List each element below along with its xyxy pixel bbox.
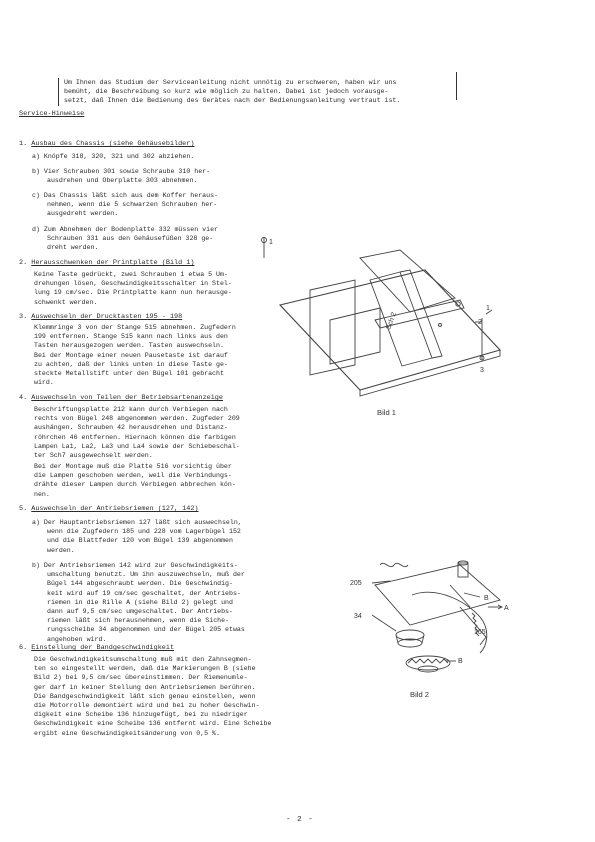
section-paragraph xyxy=(34,323,236,387)
para-line: Lampen La1, La2, La3 und La4 sowie der Schiebeschal- xyxy=(34,442,240,450)
figure-bild1-drawing xyxy=(250,230,505,410)
intro-line: Um Ihnen das Studium der Serviceanleitung nicht unnötig zu erschweren, haben wir uns xyxy=(64,79,397,86)
item-line: wenn die Zugfedern 185 und 228 vom Lagerbügel 152 xyxy=(47,528,241,536)
para-line: drehungen lösen, Geschwindigkeitsschalter in Stel- xyxy=(34,280,232,288)
para-line: Die Bandgeschwindigkeit läßt sich genau einstellen, wenn xyxy=(34,692,256,700)
item-line: Der Hauptantriebsriemen 127 läßt sich auswechseln, xyxy=(43,519,242,526)
section-heading-text: Auswechseln der Drucktasten 195 - 198 xyxy=(31,313,183,321)
para-line: lung 19 cm/sec. Die Printplatte kann nun herausge- xyxy=(34,289,232,297)
para-line: drähte dieser Lampen durch Verbiegen abbrechen kön- xyxy=(34,481,236,489)
item-line: werden. xyxy=(47,546,75,554)
section-title xyxy=(19,505,199,514)
section-number: 4. xyxy=(19,394,28,402)
figure-bild2-drawing xyxy=(350,545,520,690)
para-line: röhrchen 46 entfernen. Hiernach können die farbigen xyxy=(34,433,236,441)
section-number: 5. xyxy=(19,505,28,513)
item-label: b) xyxy=(32,562,40,569)
para-line: Keine Taste gedrückt, zwei Schrauben 1 etwa 5 Um- xyxy=(34,271,228,278)
bild1-label-1-left: 1 xyxy=(269,239,273,246)
section-title xyxy=(19,394,223,403)
bild1-label-1-right: 1 xyxy=(486,305,490,312)
para-line: ergibt eine Geschwindigkeitsänderung von 0,5 %. xyxy=(34,729,220,737)
bild2-label-b-lower: B xyxy=(458,658,463,665)
list-item xyxy=(32,225,218,253)
para-line: Tasten herausgezogen werden. Tasten auswechseln. xyxy=(34,342,224,350)
item-label: a) xyxy=(32,153,40,160)
section-title xyxy=(19,140,194,149)
section-heading-text: Herausschwenken der Printplatte (Bild 1) xyxy=(31,259,195,267)
list-item xyxy=(32,561,245,644)
section-number: 3. xyxy=(19,313,28,321)
item-line: riemen läßt sich herausnehmen, wenn die Siche- xyxy=(47,617,230,625)
intro-left-bar xyxy=(58,78,59,106)
para-line: Beschriftungsplatte 212 kann durch Verbiegen nach xyxy=(34,406,228,413)
item-line: Bügel 144 abgeschraubt werden. Die Geschwindig- xyxy=(47,580,233,588)
section-heading-text: Auswechseln von Teilen der Betriebsartenanzeige xyxy=(31,394,223,402)
item-line: Schrauben 331 aus den Gehäusefüßen 328 ge- xyxy=(47,235,214,243)
para-line: aushängen. Schrauben 42 herausdrehen und Distanz- xyxy=(34,424,228,432)
para-line: Geschwindigkeit eine Scheibe 136 entfernt wird. Eine Scheibe xyxy=(34,720,272,728)
item-line: ausgedreht werden. xyxy=(47,210,119,218)
item-line: Vier Schrauben 301 sowie Schraube 310 her- xyxy=(43,168,211,175)
item-line: nehmen, wenn die 5 schwarzen Schrauben her- xyxy=(47,201,218,209)
bild2-label-b-upper: B xyxy=(484,595,489,602)
section-title xyxy=(19,313,182,322)
section-title xyxy=(19,259,194,268)
para-line: Bild 2) bei 9,5 cm/sec übereinstimmen. Der Riemenumle- xyxy=(34,674,248,682)
section-heading-text: Ausbau des Chassis (siehe Gehäusebilder) xyxy=(31,140,195,148)
para-line: ger darf in keiner Stellung den Antriebsriemen berühren. xyxy=(34,683,256,691)
section-paragraph xyxy=(34,270,232,307)
para-line: Die Geschwindigkeitsumschaltung muß mit den Zahnsegmen- xyxy=(34,656,252,663)
list-item xyxy=(32,152,194,161)
section-number: 6. xyxy=(19,644,28,652)
para-line: steckte Metallstift unter den Bügel 101 gebracht xyxy=(34,370,224,378)
para-line: nen. xyxy=(34,490,50,498)
para-line: ten so eingestellt werden, daß die Markierungen B (siehe xyxy=(34,665,256,673)
item-line: dreht werden. xyxy=(47,244,99,252)
item-line: Das Chassis läßt sich aus dem Koffer heraus- xyxy=(43,192,218,199)
list-item xyxy=(32,518,242,555)
para-line: schwenkt werden. xyxy=(34,298,98,306)
para-line: wird. xyxy=(34,379,54,387)
bild2-label-a: A xyxy=(504,605,509,612)
para-line: 199 entfernen. Stange 515 kann nach links aus den xyxy=(34,333,228,341)
bild1-label-3: 3 xyxy=(480,367,484,374)
figure-caption-bild2: Bild 2 xyxy=(410,690,429,699)
intro-line: setzt, daß Ihnen die Bedienung des Gerätes nach der Bedienungsanleitung vertraut ist. xyxy=(64,97,401,105)
bild1-label-sch2: Sch 2 xyxy=(385,311,399,331)
section-title xyxy=(19,644,174,653)
intro-paragraph xyxy=(64,78,464,106)
item-line: und die Blattfeder 120 vom Bügel 139 abgenommen xyxy=(47,537,233,545)
item-line: umschaltung benutzt. Um ihn auszuwechseln, muß der xyxy=(47,571,245,579)
item-line: Zum Abnehmen der Bodenplatte 332 müssen vier xyxy=(43,226,218,233)
para-line: Bei der Montage einer neuen Pausetaste ist darauf xyxy=(34,351,228,359)
section-heading-text: Auswechseln der Antriebsriemen (127, 142) xyxy=(31,505,199,513)
para-line: digkeit eine Scheibe 136 hinzugefügt, bei zu niedriger xyxy=(34,711,248,719)
item-line: angehoben wird. xyxy=(47,635,107,643)
item-line: Knöpfe 318, 320, 321 und 302 abziehen. xyxy=(43,153,195,160)
bild2-label-34: 34 xyxy=(354,613,362,620)
section-heading-text: Einstellung der Bandgeschwindigkeit xyxy=(31,644,175,652)
section-number: 2. xyxy=(19,259,28,267)
section-number: 1. xyxy=(19,140,28,148)
list-item xyxy=(32,167,210,185)
bild1-label-2: 2 xyxy=(478,319,482,326)
para-line: zu achten, daß der links unten in diese Taste ge- xyxy=(34,360,228,368)
para-line: Bei der Montage muß die Platte 516 vorsichtig über xyxy=(34,463,232,470)
item-line: keit wird auf 19 cm/sec geschaltet, der Antriebs- xyxy=(47,589,241,597)
item-label: c) xyxy=(32,192,40,199)
item-line: rungsscheibe 34 abgenommen und der Bügel 205 etwas xyxy=(47,626,245,634)
item-line: Der Antriebsriemen 142 wird zur Geschwindigkeits- xyxy=(43,562,238,569)
item-line: ausdrehen und Oberplatte 303 abnehmen. xyxy=(47,177,198,185)
page-number: - 2 - xyxy=(286,816,314,824)
item-line: dann auf 9,5 cm/sec umgeschaltet. Der Antriebs- xyxy=(47,608,233,616)
intro-line: bemüht, die Beschreibung so kurz wie möglich zu halten. Dabei ist jedoch vorausge- xyxy=(64,88,389,96)
section-paragraph xyxy=(34,405,240,460)
para-line: Klemmringe 3 von der Stange 515 abnehmen. Zugfedern xyxy=(34,324,236,331)
item-line: riemen in die Rille A (siehe Bild 2) gelegt und xyxy=(47,598,233,606)
service-heading: Service-Hinweise xyxy=(19,110,85,118)
bild2-label-205: 205 xyxy=(350,580,362,587)
list-item xyxy=(32,191,218,219)
figure-caption-bild1: Bild 1 xyxy=(377,408,396,417)
section-paragraph xyxy=(34,462,236,499)
para-line: rechts von Bügel 248 abgenommen werden. Zugfeder 209 xyxy=(34,415,240,423)
item-label: b) xyxy=(32,168,40,175)
section-paragraph xyxy=(34,655,271,738)
para-line: die Motorrolle demontiert wird und bei zu hoher Geschwin- xyxy=(34,702,260,710)
para-line: die Lampen geschoben werden, weil die Verbindungs- xyxy=(34,472,232,480)
bild2-label-165: 165 xyxy=(474,629,486,636)
item-label: a) xyxy=(32,519,40,526)
item-label: d) xyxy=(32,226,40,233)
para-line: ter Sch7 ausgewechselt werden. xyxy=(34,452,153,460)
